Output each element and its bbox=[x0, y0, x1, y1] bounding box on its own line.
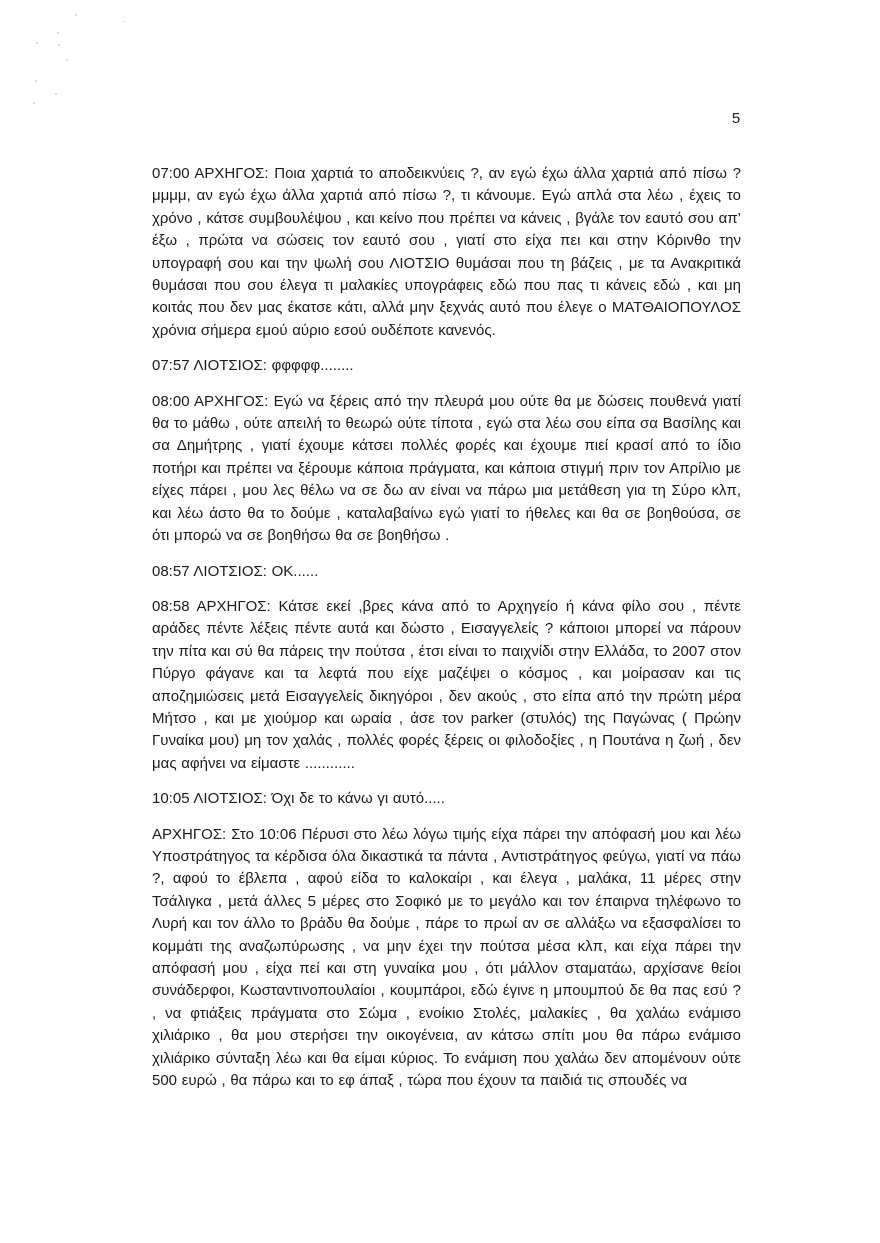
scan-speck bbox=[66, 59, 68, 61]
scan-speck bbox=[33, 102, 35, 104]
scan-speck bbox=[75, 14, 77, 16]
transcript-paragraph: ΑΡΧΗΓΟΣ: Στο 10:06 Πέρυσι στο λέω λόγω τιμής είχα πάρει την απόφασή μου και λέω Υποστράτηγος τα κέρδισα όλα δικαστικά τα πάντα , Αντιστράτηγος φεύγω, γιατί να πάω ?, αφού το έβλεπα , αφού είδα το καλοκαίρι , και έλεγα , μαλάκα, 11 μέρες στην Τσάλιγκα , μετά άλλες 5 μέρες στο Σοφικό με το μεγάλο και τον έπαιρνα τηλέφωνο το Λυρή και τον άλλο το βράδυ θα δούμε , πάρε το πρωί αν σε αλλάξω να εξασφαλίσει το κομμάτι της αναζωπύρωσης , να μην έχει την πούτσα μέσα κλπ, και είχα πάρει την απόφασή μου , είχα πεί και στη γυναίκα μου , ότι μάλλον σταματάω, αρχίσανε θείοι συνάδερφοι, Κωσταντινοπουλαίοι , κουμπάροι, εδώ έγινε η μπουμπού δε θα πας εσύ ? , να φτιάξεις πράγματα στο Σώμα , ενοίκιο Στολές, μαλακίες , θα χαλάω ενάμισο χιλιάρικο , θα μου στερήσει την οικογένεια, αν κάτσω σπίτι μου θα πάρω ενάμισο χιλιάρικο σύνταξη λέω και θα είμαι κύριος. Το ενάμιση που χαλάω δεν απομένουν ούτε 500 ευρώ , θα πάρω και το εφ άπαξ , τώρα που έχουν τα παιδιά τις σπουδές να bbox=[152, 825, 741, 1090]
scan-speck bbox=[123, 21, 125, 22]
scan-speck bbox=[36, 42, 38, 44]
transcript-paragraph: 07:57 ΛΙΟΤΣΙΟΣ: φφφφφ........ bbox=[152, 357, 354, 375]
transcript-paragraph: 10:05 ΛΙΟΤΣΙΟΣ: Όχι δε το κάνω γι αυτό..... bbox=[152, 790, 445, 808]
scan-speck bbox=[58, 44, 60, 46]
scan-speck bbox=[55, 93, 57, 95]
scan-speck bbox=[57, 32, 59, 34]
page-number: 5 bbox=[731, 110, 741, 127]
scan-speck bbox=[35, 80, 37, 82]
transcript-body bbox=[152, 163, 741, 1105]
transcript-paragraph: 08:57 ΛΙΟΤΣΙΟΣ: ΟΚ...... bbox=[152, 562, 319, 580]
transcript-paragraph: 08:00 ΑΡΧΗΓΟΣ: Εγώ να ξέρεις από την πλευρά μου ούτε θα με δώσεις πουθενά γιατί θα το μάθω , ούτε απειλή το θεωρώ ούτε τίποτα , εγώ στα λέω σου είπα σα Βασίλης και σα Δημήτρης , γιατί έχουμε κάτσει πολλές φορές και έχουμε πιεί κρασί από το ίδιο ποτήρι και πρέπει να ξέρουμε κάποια πράγματα, και κάποια στιγμή πριν τον Απρίλιο με είχες πάρει , μου λες θέλω να σε δω αν είναι να πάρω μια μετάθεση για τη Σύρο κλπ, και λέω άστο θα το δούμε , καταλαβαίνω εγώ γιατί το ήθελες και θα σε βοηθούσα, σε ότι μπορώ να σε βοηθήσω θα σε βοηθήσω . bbox=[152, 392, 741, 545]
transcript-paragraph: 08:58 ΑΡΧΗΓΟΣ: Κάτσε εκεί ,βρες κάνα από το Αρχηγείο ή κάνα φίλο σου , πέντε αράδες πέντε λέξεις πέντε αυτά και δώστο , Εισαγγελείς ? κάποιοι μπορεί να πάρουν την πίτα και σύ θα πάρεις την πούτσα , έτσι είναι το παιχνίδι στην Ελλάδα, το 2007 στον Πύργο φάγανε και τα λεφτά που είχε μαζέψει ο κόσμος , και μοίρασαν και τις αποζημιώσεις μετά Εισαγγελείς δικηγόροι , δεν ακούς , στο είπα από την πρώτη μέρα Μήτσο , και με χιούμορ και ωραία , άσε τον parker (στυλός) της Παγώνας ( Πρώην Γυναίκα μου) μη τον χαλάς , πολλές φορές ξέρεις οι φιλοδοξίες , η Πουτάνα η ζωή , δεν μας αφήνει να είμαστε ............ bbox=[152, 597, 741, 772]
transcript-paragraph: 07:00 ΑΡΧΗΓΟΣ: Ποια χαρτιά το αποδεικνύεις ?, αν εγώ έχω άλλα χαρτιά από πίσω ? μμμμ, αν εγώ έχω άλλα χαρτιά από πίσω ?, τι κάνουμε. Εγώ απλά στα λέω , έχεις το χρόνο , κάτσε συμβουλέψου , και κείνο που πρέπει να κάνεις , βγάλε τον εαυτό σου απ’ έξω , πρώτα να σώσεις τον εαυτό σου , γιατί στο είχα πει και στην Κόρινθο την υπογραφή σου και την ψωλή σου ΛΙΟΤΣΙΟ θυμάσαι που τη βάζεις , με τα Ανακριτικά θυμάσαι που σου έλεγα τι μαλακίες υπογράφεις εδώ που πας τι κάνεις εδώ , και μη κοιτάς που δεν μας έκατσε κάτι, αλλά μην ξεχνάς αυτό που έλεγε ο ΜΑΤΘΑΙΟΠΟΥΛΟΣ χρόνια σήμερα εμού αύριο εσού ουδέποτε κανενός. bbox=[152, 165, 741, 339]
